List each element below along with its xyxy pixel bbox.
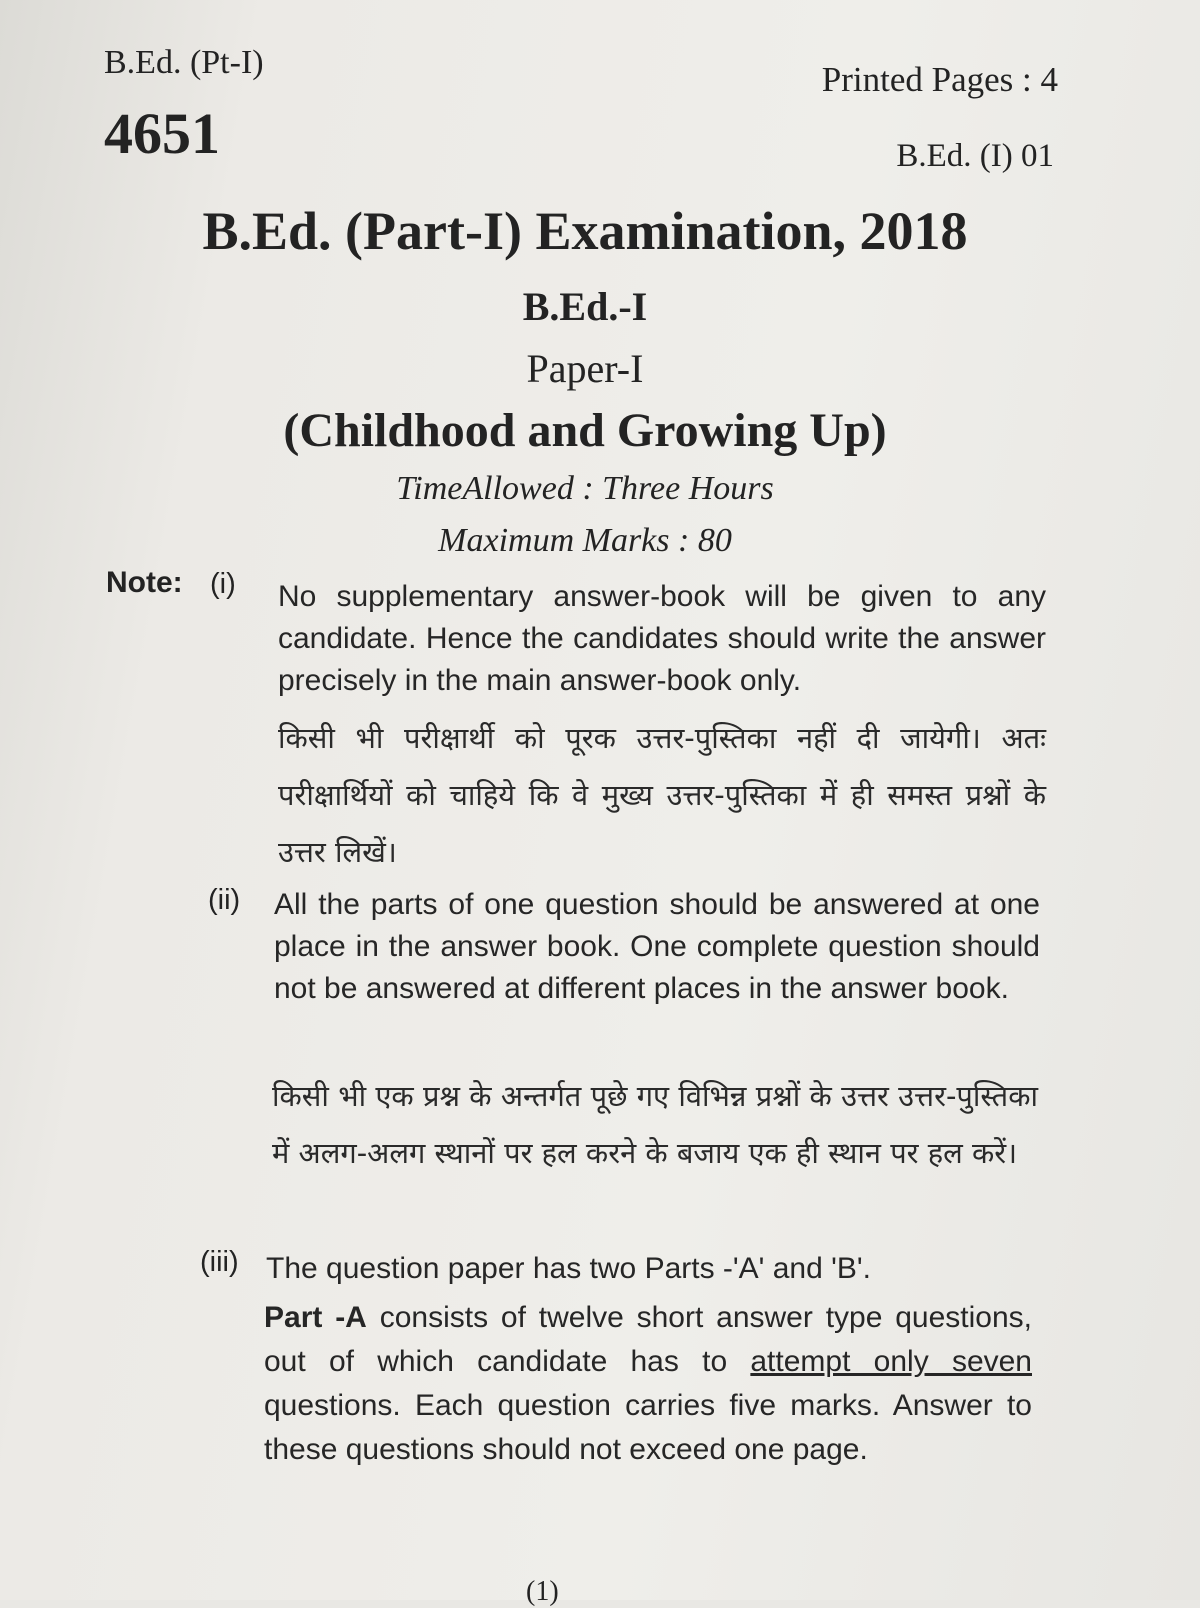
note-i-hindi: किसी भी परीक्षार्थी को पूरक उत्तर-पुस्तिका नहीं दी जायेगी। अतः परीक्षार्थियों को चाहिये कि वे मुख्य उत्तर-पुस्तिका में ही समस्त प्रश्नों के उत्तर लिखें। bbox=[278, 721, 1046, 869]
subject-code: B.Ed. (I) 01 bbox=[896, 138, 1054, 174]
note-ii-english: All the parts of one question should be answered at one place in the answer book. One complete question should not be answered at different places in the answer book. bbox=[274, 888, 1040, 1005]
note-iii-part-a bbox=[264, 1296, 1032, 1472]
paper-number: Paper-I bbox=[526, 346, 644, 391]
note-number-i: (i) bbox=[210, 568, 236, 600]
maximum-marks: Maximum Marks : 80 bbox=[438, 522, 732, 559]
note-number-ii: (ii) bbox=[208, 884, 241, 916]
note-label: Note: bbox=[106, 566, 183, 599]
part-a-text-2: questions. Each question carries five marks. Answer to these questions should not exceed one page. bbox=[264, 1389, 1032, 1466]
page-number: (1) bbox=[526, 1576, 559, 1607]
class-name: B.Ed.-I bbox=[522, 284, 648, 329]
note-ii-hindi: किसी भी एक प्रश्न के अन्तर्गत पूछे गए विभिन्न प्रश्नों के उत्तर उत्तर-पुस्तिका में अलग-अलग स्थानों पर हल करने के बजाय एक ही स्थान पर हल करें। bbox=[272, 1079, 1038, 1170]
paper-code: 4651 bbox=[104, 101, 220, 166]
course-code: B.Ed. (Pt-I) bbox=[104, 44, 264, 81]
part-a-text-1: consists of twelve short answer type questions, out of which candidate has to bbox=[264, 1301, 1032, 1378]
part-a-label: Part -A bbox=[264, 1301, 367, 1334]
note-number-iii: (iii) bbox=[200, 1246, 239, 1278]
exam-title: B.Ed. (Part-I) Examination, 2018 bbox=[202, 201, 968, 261]
part-a-underlined: attempt only seven bbox=[750, 1345, 1032, 1378]
subject-title: (Childhood and Growing Up) bbox=[283, 404, 887, 457]
note-i-english: No supplementary answer-book will be given to any candidate. Hence the candidates should write the answer precisely in the main answer-book only. bbox=[278, 580, 1046, 697]
note-iii-english: The question paper has two Parts -'A' and 'B'. bbox=[266, 1252, 871, 1285]
time-allowed: TimeAllowed : Three Hours bbox=[396, 470, 774, 507]
printed-pages: Printed Pages : 4 bbox=[821, 60, 1058, 99]
